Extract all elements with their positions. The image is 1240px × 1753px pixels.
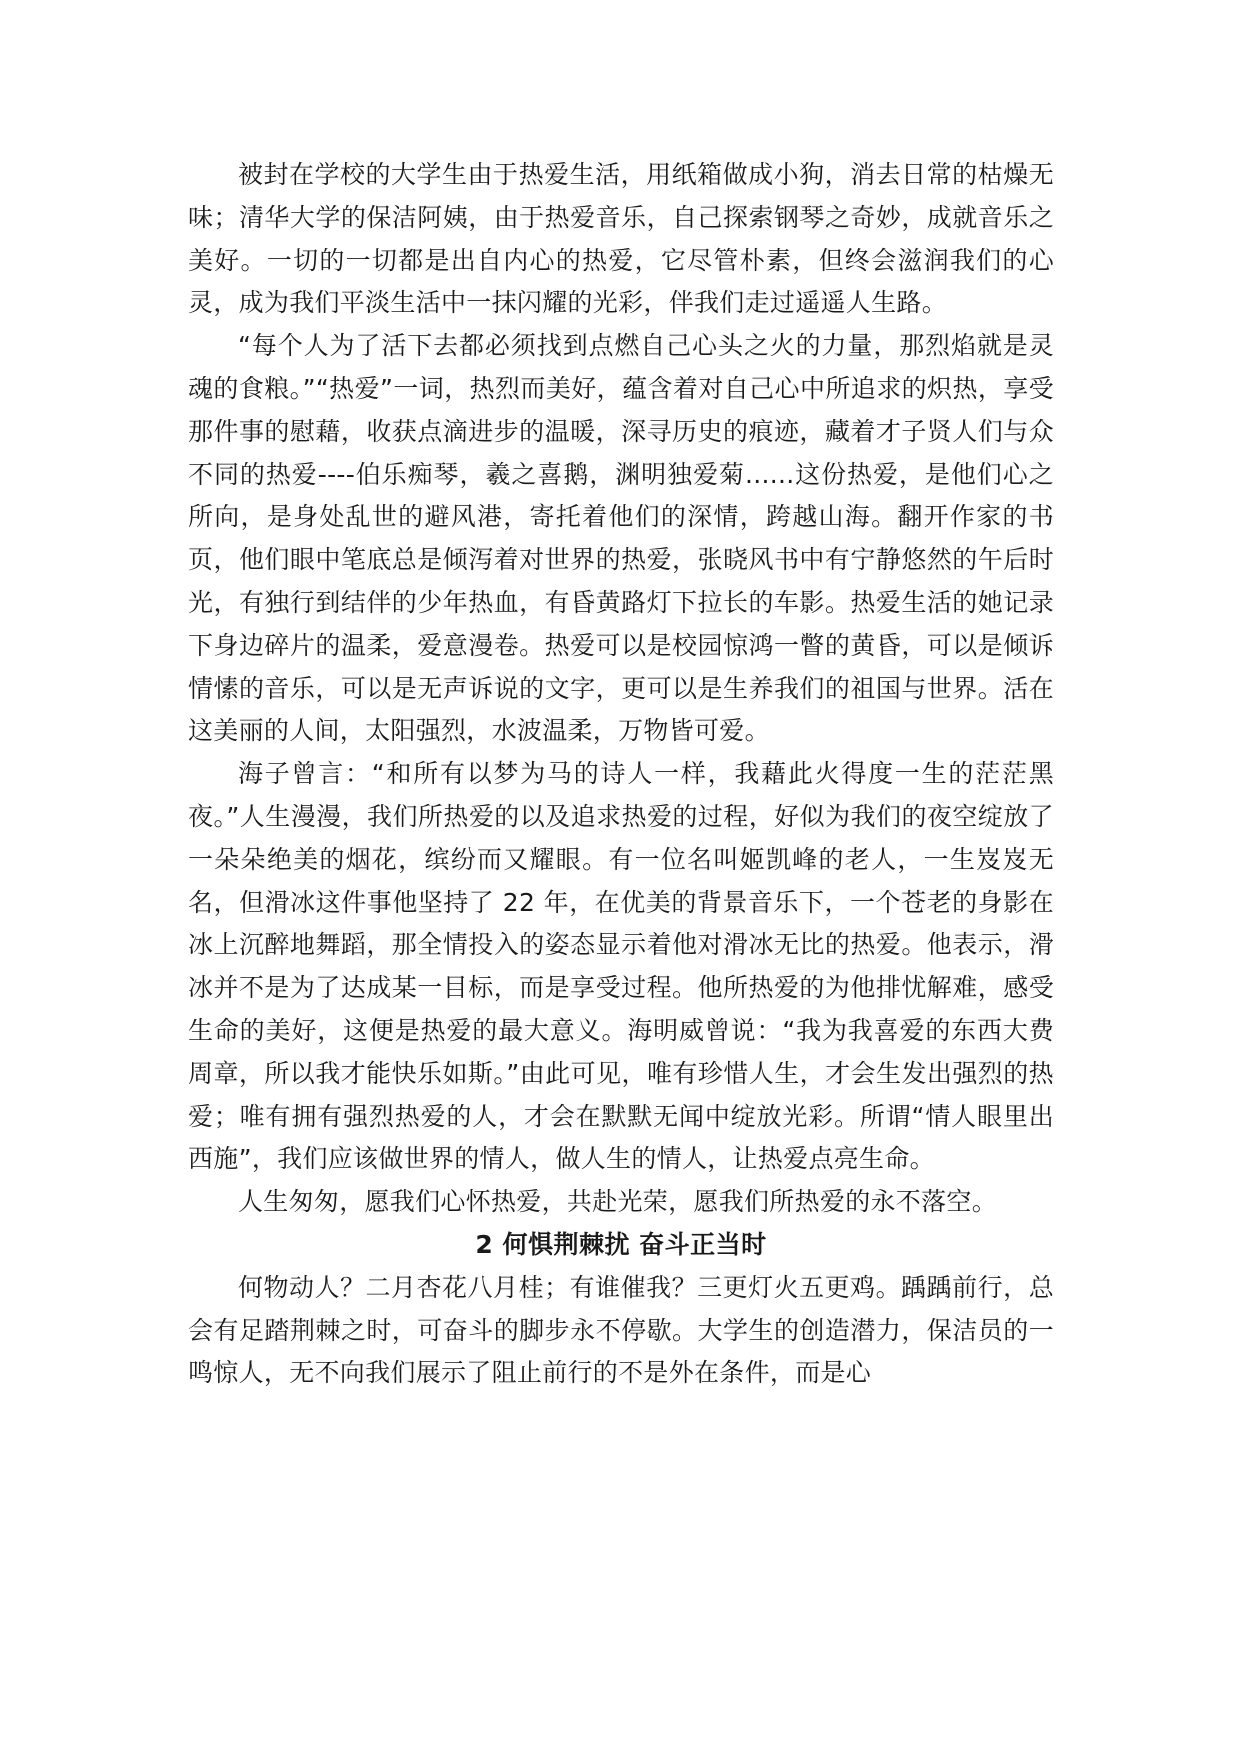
paragraph-4: 人生匆匆，愿我们心怀热爱，共赴光荣，愿我们所热爱的永不落空。 (238, 1187, 998, 1217)
paragraph-3: 海子曾言：“和所有以梦为马的诗人一样，我藉此火得度一生的茫茫黑夜。”人生漫漫，我们所热爱的以及追求热爱的过程，好似为我们的夜空绽放了一朵朵绝美的烟花，缤纷而又耀眼。有一位名叫姬凯峰的老人，一生岌岌无名，但滑冰这件事他坚持了 22 年，在优美的背景音乐下，一个苍老的身影在冰上沉醉地舞蹈，那全情投入的姿态显示着他对滑冰无比的热爱。他表示，滑冰并不是为了达成某一目标，而是享受过程。他所热爱的为他排忧解难，感受生命的美好，这便是热爱的最大意义。海明威曾说：“我为我喜爱的东西大费周章，所以我才能快乐如斯。”由此可见，唯有珍惜人生，才会生发出强烈的热爱；唯有拥有强烈热爱的人，才会在默默无闻中绽放光彩。所谓“情人眼里出西施”，我们应该做世界的情人，做人生的情人，让热爱点亮生命。 (188, 759, 1054, 1174)
section-heading: 2 何惧荆棘扰 奋斗正当时 (475, 1229, 767, 1259)
paragraph-1: 被封在学校的大学生由于热爱生活，用纸箱做成小狗，消去日常的枯燥无味；清华大学的保洁阿姨，由于热爱音乐，自己探索钢琴之奇妙，成就音乐之美好。一切的一切都是出自内心的热爱，它尽管朴素，但终会滋润我们的心灵，成为我们平淡生活中一抹闪耀的光彩，伴我们走过遥遥人生路。 (188, 160, 1054, 318)
section-paragraph: 何物动人？二月杏花八月桂；有谁催我？三更灯火五更鸡。踽踽前行，总会有足踏荆棘之时，可奋斗的脚步永不停歇。大学生的创造潜力，保洁员的一鸣惊人，无不向我们展示了阻止前行的不是外在条件，而是心 (188, 1272, 1054, 1388)
essay-body (188, 154, 1054, 1395)
paragraph-2: “每个人为了活下去都必须找到点燃自己心头之火的力量，那烈焰就是灵魂的食粮。”“热爱”一词，热烈而美好，蕴含着对自己心中所追求的炽热，享受那件事的慰藉，收获点滴进步的温暖，深寻历史的痕迹，藏着才子贤人们与众不同的热爱----伯乐痴琴，羲之喜鹅，渊明独爱菊......这份热爱，是他们心之所向，是身处乱世的避风港，寄托着他们的深情，跨越山海。翻开作家的书页，他们眼中笔底总是倾泻着对世界的热爱，张晓风书中有宁静悠然的午后时光，有独行到结伴的少年热血，有昏黄路灯下拉长的车影。热爱生活的她记录下身边碎片的温柔，爱意漫卷。热爱可以是校园惊鸿一瞥的黄昏，可以是倾诉情愫的音乐，可以是无声诉说的文字，更可以是生养我们的祖国与世界。活在这美丽的人间，太阳强烈，水波温柔，万物皆可爱。 (188, 331, 1054, 746)
